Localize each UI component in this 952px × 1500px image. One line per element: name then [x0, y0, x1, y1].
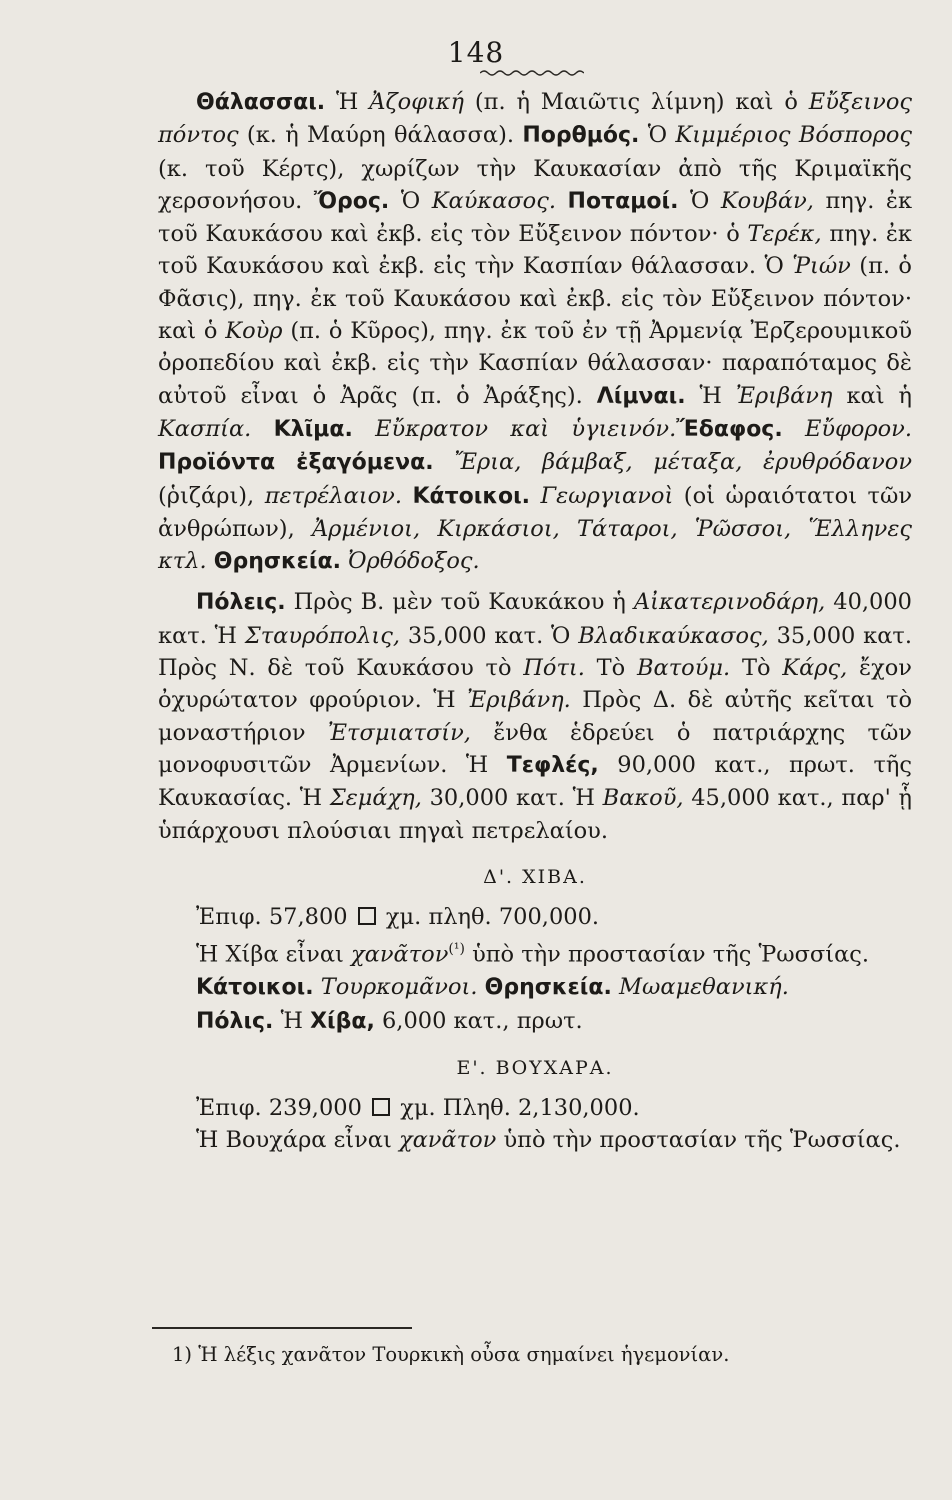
- keyword: Πόλις.: [196, 1008, 274, 1034]
- keyword: Θάλασσαι.: [196, 90, 326, 115]
- keyword: Ὄρος.: [313, 188, 390, 214]
- khiva-inhabitants: Κάτοικοι. Τουρκομᾶνοι. Θρησκεία. Μωαμεθανική.: [196, 974, 789, 1001]
- keyword: Προϊόντα ἐξαγόμενα.: [158, 450, 434, 476]
- khiva-status: Ἡ Χίβα εἶναι χανᾶτον$^{(^1)}$ ὑπὸ τὴν προστασίαν τῆς Ῥωσσίας.: [196, 941, 870, 968]
- keyword: Θρησκεία.: [213, 549, 341, 575]
- footnote-ref: (¹): [448, 941, 465, 958]
- caucasus-paragraph: Θάλασσαι. Ἡ Ἀζοφική (π. ἡ Μαιῶτις λίμνη) καὶ ὁ Εὔξεινος πόντος (κ. ἡ Μαύρη θάλασσα). Πορθμός. Ὁ Κιμμέριος Βόσπορος (κ. τοῦ Κέρτς), χωρίζων τὴν Καυκασίαν ἀπὸ τῆς Κριμαϊκῆς χερσονήσου. Ὄρος. Ὁ Καύκασος. Ποταμοί. Ὁ Κουβάν, πηγ. ἐκ τοῦ Καυκάσου καὶ ἐκβ. εἰς τὸν Εὔξεινον πόντον· ὁ Τερέκ, πηγ. ἐκ τοῦ Καυκάσου καὶ ἐκβ. εἰς τὴν Κασπίαν θάλασσαν. Ὁ Ῥιών (π. ὁ Φᾶσις), πηγ. ἐκ τοῦ Καυκάσου καὶ ἐκβ. εἰς τὸν Εὔξεινον πόντον· καὶ ὁ Κοὺρ (π. ὁ Κῦρος), πηγ. ἐκ τοῦ ἐν τῇ Ἀρμενίᾳ Ἐρζερουμικοῦ ὀροπεδίου καὶ ἐκβ. εἰς τὴν Κασπίαν θάλασσαν· παραπόταμος δὲ αὐτοῦ εἶναι ὁ Ἀρᾶς (π. ὁ Ἀράξης). Λίμναι. Ἡ Ἐριβάνη καὶ ἡ Κασπία. Κλῖμα. Εὔκρατον καὶ ὑγιεινόν.Ἔδαφος. Εὔφορον. Προϊόντα ἐξαγόμενα. Ἔρια, βάμβαξ, μέταξα, ἐρυθρόδανον (ῥιζάρι), πετρέλαιον. Κάτοικοι. Γεωργιανοὶ (οἱ ὡραιότατοι τῶν ἀνθρώπων), Ἀρμένιοι, Κιρκάσιοι, Τάταροι, Ῥῶσσοι, Ἕλληνες κτλ. Θρησκεία. Ὀρθόδοξος.: [158, 89, 913, 575]
- bukhara-stats: Ἐπιφ. 239,000 χμ. Πληθ. 2,130,000.: [196, 1095, 640, 1122]
- footnote: 1) Ἡ λέξις χανᾶτον Τουρκικὴ οὖσα σημαίνει ἡγεμονίαν.: [172, 1343, 730, 1366]
- bukhara-status: Ἡ Βουχάρα εἶναι χανᾶτον ὑπὸ τὴν προστασίαν τῆς Ῥωσσίας.: [196, 1127, 901, 1154]
- khiva-city: Πόλις. Ἡ Χίβα, 6,000 κατ., πρωτ.: [196, 1007, 583, 1034]
- section-heading-bukhara: Ε'. ΒΟΥΧΑΡΑ.: [456, 1056, 614, 1079]
- square-icon: [358, 907, 376, 925]
- keyword: Πόλεις.: [196, 590, 286, 616]
- khiva-stats: Ἐπιφ. 57,800 χμ. πληθ. 700,000.: [196, 904, 600, 931]
- keyword: Κάτοικοι.: [412, 483, 531, 509]
- keyword: Ποταμοί.: [567, 188, 679, 214]
- keyword: Θρησκεία.: [484, 975, 612, 1001]
- cities-paragraph: Πόλεις. Πρὸς Β. μὲν τοῦ Καυκάκου ἡ Αἰκατερινοδάρη, 40,000 κατ. Ἡ Σταυρόπολις, 35,000 κατ. Ὁ Βλαδικαύκασος, 35,000 κατ. Πρὸς Ν. δὲ τοῦ Καυκάσου τὸ Πότι. Τὸ Βατούμ. Τὸ Κάρς, ἔχον ὀχυρώτατον φρούριον. Ἡ Ἐριβάνη. Πρὸς Δ. δὲ αὐτῆς κεῖται τὸ μοναστήριον Ἐτσμιατσίν, ἔνθα ἑδρεύει ὁ πατριάρχης τῶν μονοφυσιτῶν Ἀρμενίων. Ἡ Τεφλές, 90,000 κατ., πρωτ. τῆς Καυκασίας. Ἡ Σεμάχη, 30,000 κατ. Ἡ Βακοῦ, 45,000 κατ., παρ' ᾗ ὑπάρχουσι πλούσιαι πηγαὶ πετρελαίου.: [158, 589, 912, 844]
- keyword: Λίμναι.: [596, 383, 686, 409]
- keyword: Τεφλές,: [506, 752, 599, 778]
- keyword: Κάτοικοι.: [196, 975, 314, 1001]
- wavy-rule-ornament: [480, 68, 584, 78]
- page-number: 148: [447, 36, 505, 69]
- keyword: Κλῖμα.: [273, 416, 353, 442]
- footnote-divider: [152, 1327, 412, 1329]
- section-heading-khiva: Δ'. ΧΙΒΑ.: [483, 865, 587, 888]
- keyword: Χίβα,: [310, 1008, 375, 1034]
- keyword: Πορθμός.: [522, 123, 640, 149]
- keyword: Ἔδαφος.: [676, 416, 783, 442]
- body-text: [158, 86, 912, 1157]
- square-icon: [372, 1098, 390, 1116]
